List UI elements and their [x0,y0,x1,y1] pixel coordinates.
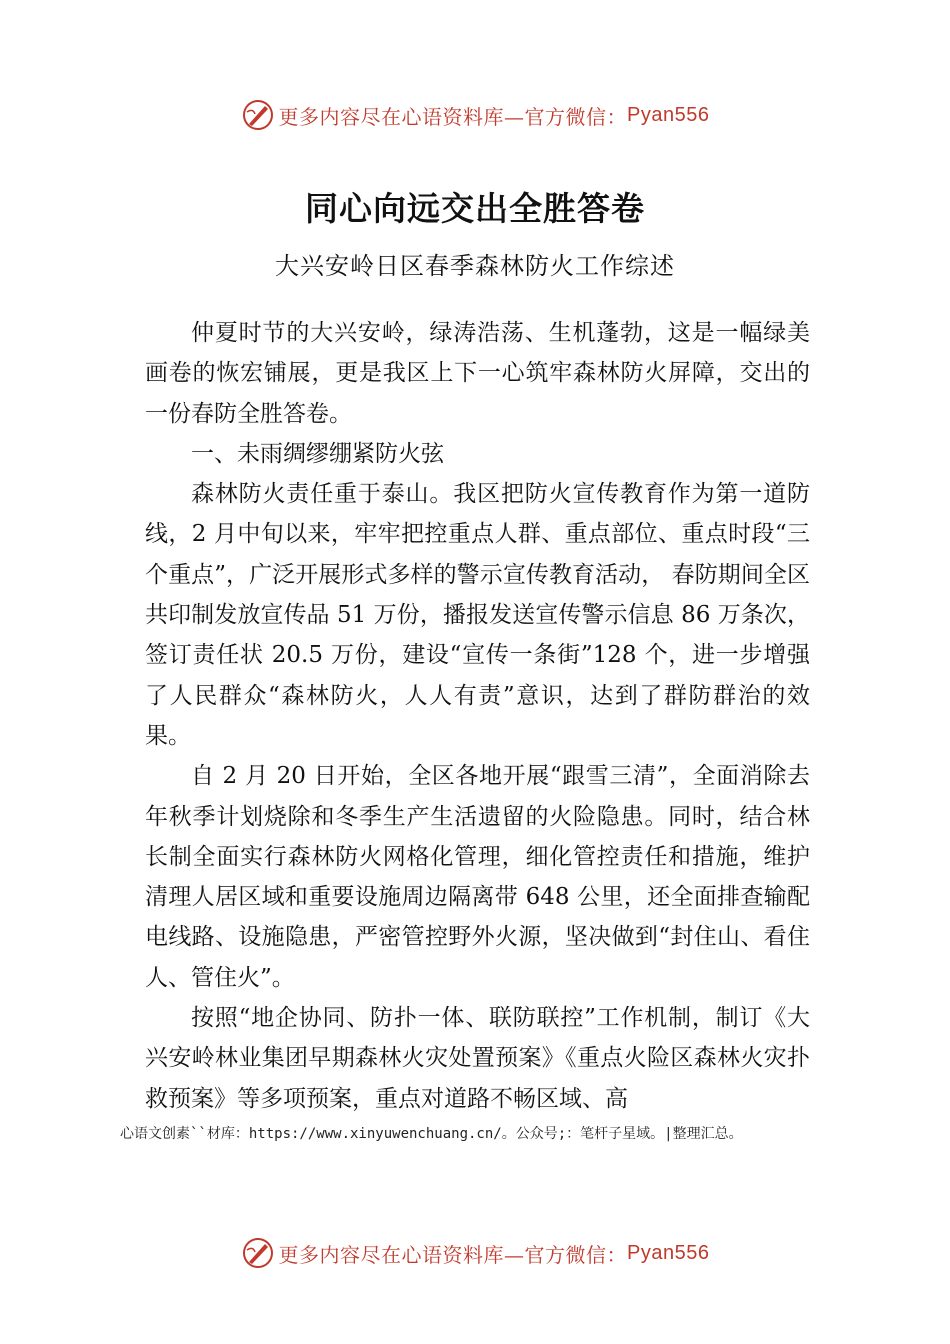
quill-seal-icon [241,98,275,132]
banner-text: 更多内容尽在心语资料库—官方微信： [278,1242,628,1267]
banner-wechat-id: Pyan556 [627,1241,710,1264]
article-body [145,313,810,1119]
article-subtitle: 大兴安岭日区春季森林防火工作综述 [275,252,675,280]
paragraph: 森林防火责任重于泰山。我区把防火宣传教育作为第一道防线，2 月中旬以来，牢牢把控重点人群、重点部位、重点时段“三个重点”，广泛开展形式多样的警示宣传教育活动， 春防期间全区共印制发放宣传品 51 万份，播报发送宣传警示信息 86 万条次，签订责任状 20.5 万份，建设“宣传一条街”128 个，进一步增强了人民群众“森林防火，人人有责”意识，达到了群防群治的效果。 [145,481,810,749]
article-title: 同心向远交出全胜答卷 [305,189,645,228]
paragraph: 自 2 月 20 日开始，全区各地开展“跟雪三清”，全面消除去年秋季计划烧除和冬季生产生活遗留的火险隐患。同时，结合林长制全面实行森林防火网格化管理，细化管控责任和措施，维护清理人居区域和重要设施周边隔离带 648 公里，还全面排查输配电线路、设施隐患，严密管控野外火源，坚决做到“封住山、看住人、管住火”。 [145,763,810,991]
section-heading: 一、未雨绸缪绷紧防火弦 [191,440,444,467]
quill-seal-icon [241,1236,275,1270]
paragraph: 按照“地企协同、防扑一体、联防联控”工作机制，制订《大兴安岭林业集团早期森林火灾处置预案》《重点火险区森林火灾扑救预案》等多项预案，重点对道路不畅区域、高 [145,1005,810,1112]
bottom-banner [0,1233,950,1273]
banner-wechat-id: Pyan556 [627,103,710,126]
source-footnote: 心语文创素``材库：https://www.xinyuwenchuang.cn/。公众号;：笔杆子星域。|整理汇总。 [120,1126,743,1142]
paragraph-intro: 仲夏时节的大兴安岭，绿涛浩荡、生机蓬勃，这是一幅绿美画卷的恢宏铺展，更是我区上下一心筑牢森林防火屏障，交出的一份春防全胜答卷。 [145,320,810,427]
top-banner [0,95,950,135]
banner-text: 更多内容尽在心语资料库—官方微信： [278,104,628,129]
